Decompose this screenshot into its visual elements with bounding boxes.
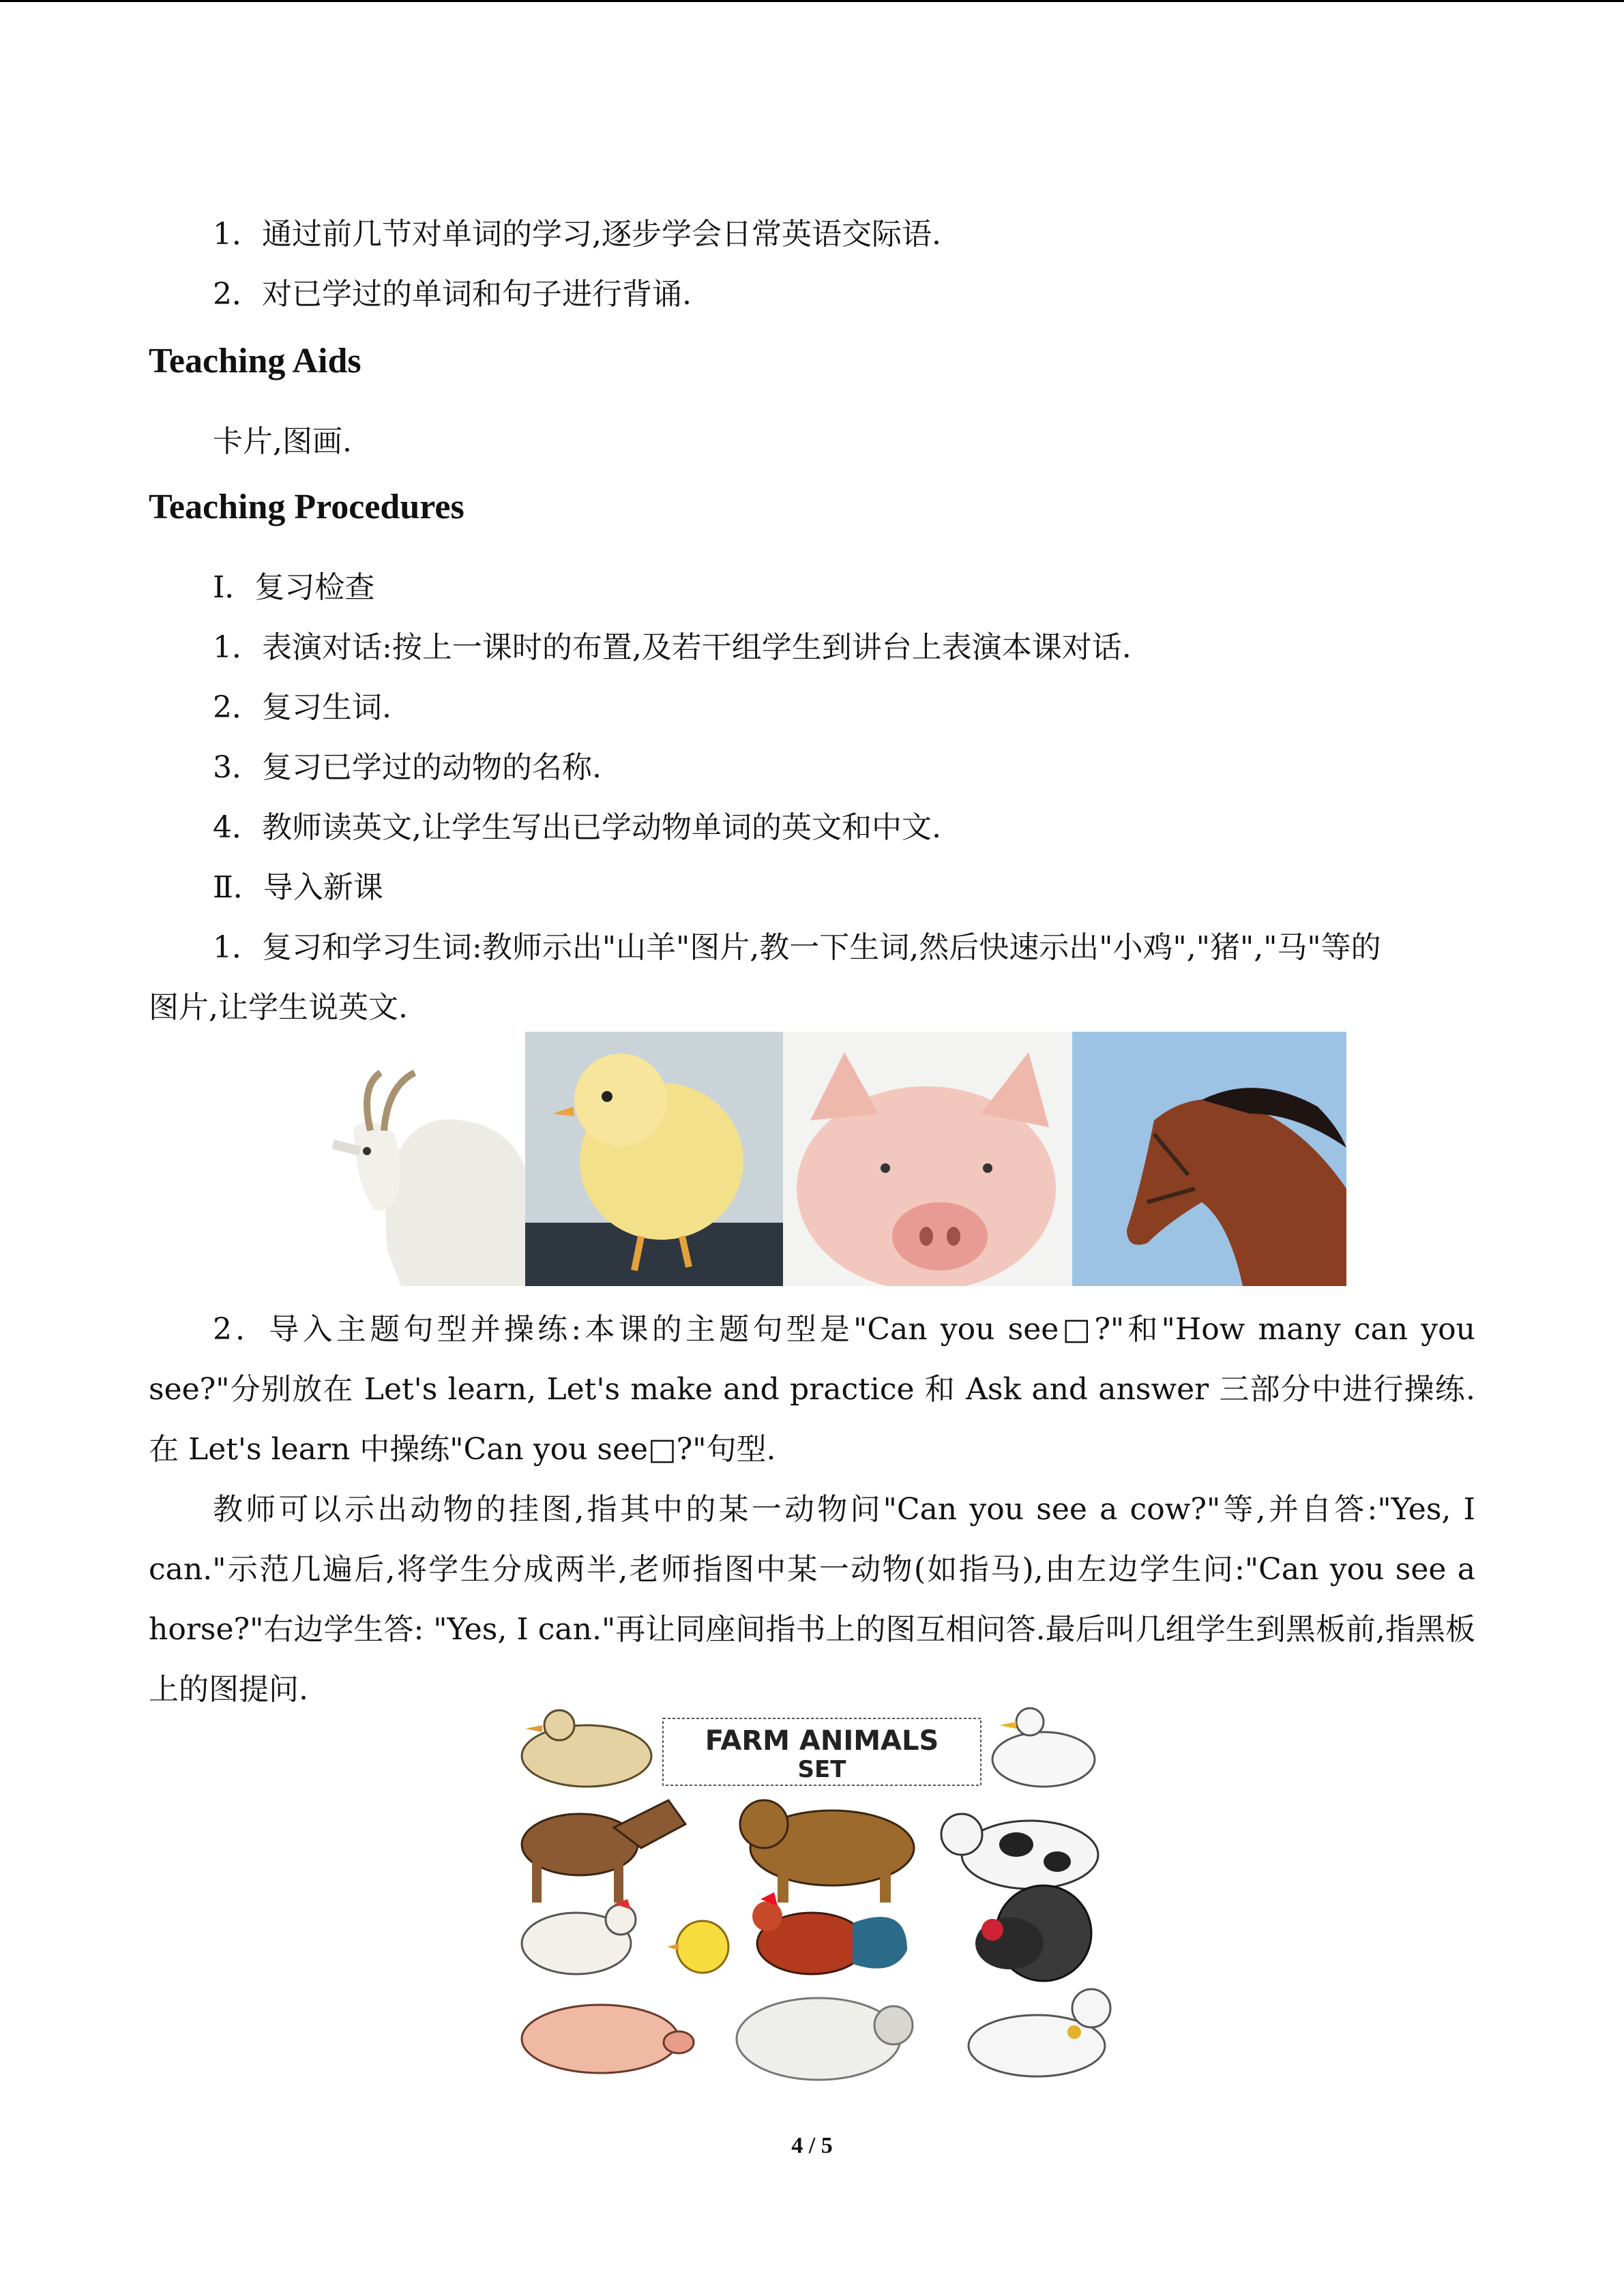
horse-photo bbox=[1072, 1032, 1346, 1286]
objective-2: 2．对已学过的单词和句子进行背诵. bbox=[213, 277, 692, 312]
review-step-3: 3．复习已学过的动物的名称. bbox=[213, 750, 602, 785]
chick-icon bbox=[667, 1921, 728, 1973]
section-review: Ⅰ．复习检查 bbox=[213, 570, 375, 605]
heading-teaching-procedures: Teaching Procedures bbox=[149, 488, 464, 526]
review-step-2: 2．复习生词. bbox=[213, 690, 392, 725]
farm-animals-illustration bbox=[512, 1705, 1112, 2090]
bull-icon bbox=[740, 1800, 914, 1903]
new-lesson-step-2: 2．导入主题句型并操练:本课的主题句型是"Can you see□?"和"How many can you see?"分别放在 Let's learn, Let's make and practice 和 Ask and answer 三部分中进行操练.在 Let's learn 中操练"Can you see□?"句型. bbox=[149, 1312, 1475, 1467]
section-new-lesson: Ⅱ．导入新课 bbox=[213, 870, 383, 905]
new-lesson-demo: 教师可以示出动物的挂图,指其中的某一动物问"Can you see a cow?"等,并自答:"Yes, I can."示范几遍后,将学生分成两半,老师指图中某一动物(如指马),由左边学生问:"Can you see a horse?"右边学生答: "Yes, I can."再让同座间指书上的图互相问答.最后叫几组学生到黑板前,指黑板上的图提问. bbox=[149, 1492, 1475, 1707]
goose-icon bbox=[992, 1708, 1095, 1787]
new-lesson-step-1-cont: 图片,让学生说英文. bbox=[149, 990, 408, 1025]
goat-icon bbox=[969, 1989, 1110, 2076]
duck-icon bbox=[522, 1710, 651, 1787]
rooster-icon bbox=[752, 1892, 907, 1974]
teaching-aids-text: 卡片,图画. bbox=[213, 424, 352, 459]
review-step-4: 4．教师读英文,让学生写出已学动物单词的英文和中文. bbox=[213, 810, 941, 845]
horse-icon bbox=[522, 1800, 685, 1903]
cow-icon bbox=[941, 1814, 1098, 1889]
top-border bbox=[0, 0, 1624, 2]
objective-1: 1．通过前几节对单词的学习,逐步学会日常英语交际语. bbox=[213, 217, 941, 252]
chick-photo bbox=[525, 1032, 783, 1286]
pig-icon bbox=[522, 2005, 694, 2073]
sheep-icon bbox=[737, 1998, 913, 2080]
farm-title-line-1: FARM ANIMALS bbox=[705, 1725, 939, 1757]
heading-teaching-aids: Teaching Aids bbox=[149, 342, 361, 381]
farm-title-line-2: SET bbox=[797, 1756, 846, 1783]
goat-photo bbox=[285, 1032, 525, 1286]
pig-photo bbox=[783, 1032, 1072, 1286]
page-number: 4 / 5 bbox=[791, 2133, 833, 2158]
turkey-icon bbox=[975, 1885, 1091, 1981]
new-lesson-step-1: 1．复习和学习生词:教师示出"山羊"图片,教一下生词,然后快速示出"小鸡","猪","马"等的 bbox=[213, 930, 1381, 965]
hen-icon bbox=[522, 1899, 636, 1974]
review-step-1: 1．表演对话:按上一课时的布置,及若干组学生到讲台上表演本课对话. bbox=[213, 630, 1132, 665]
